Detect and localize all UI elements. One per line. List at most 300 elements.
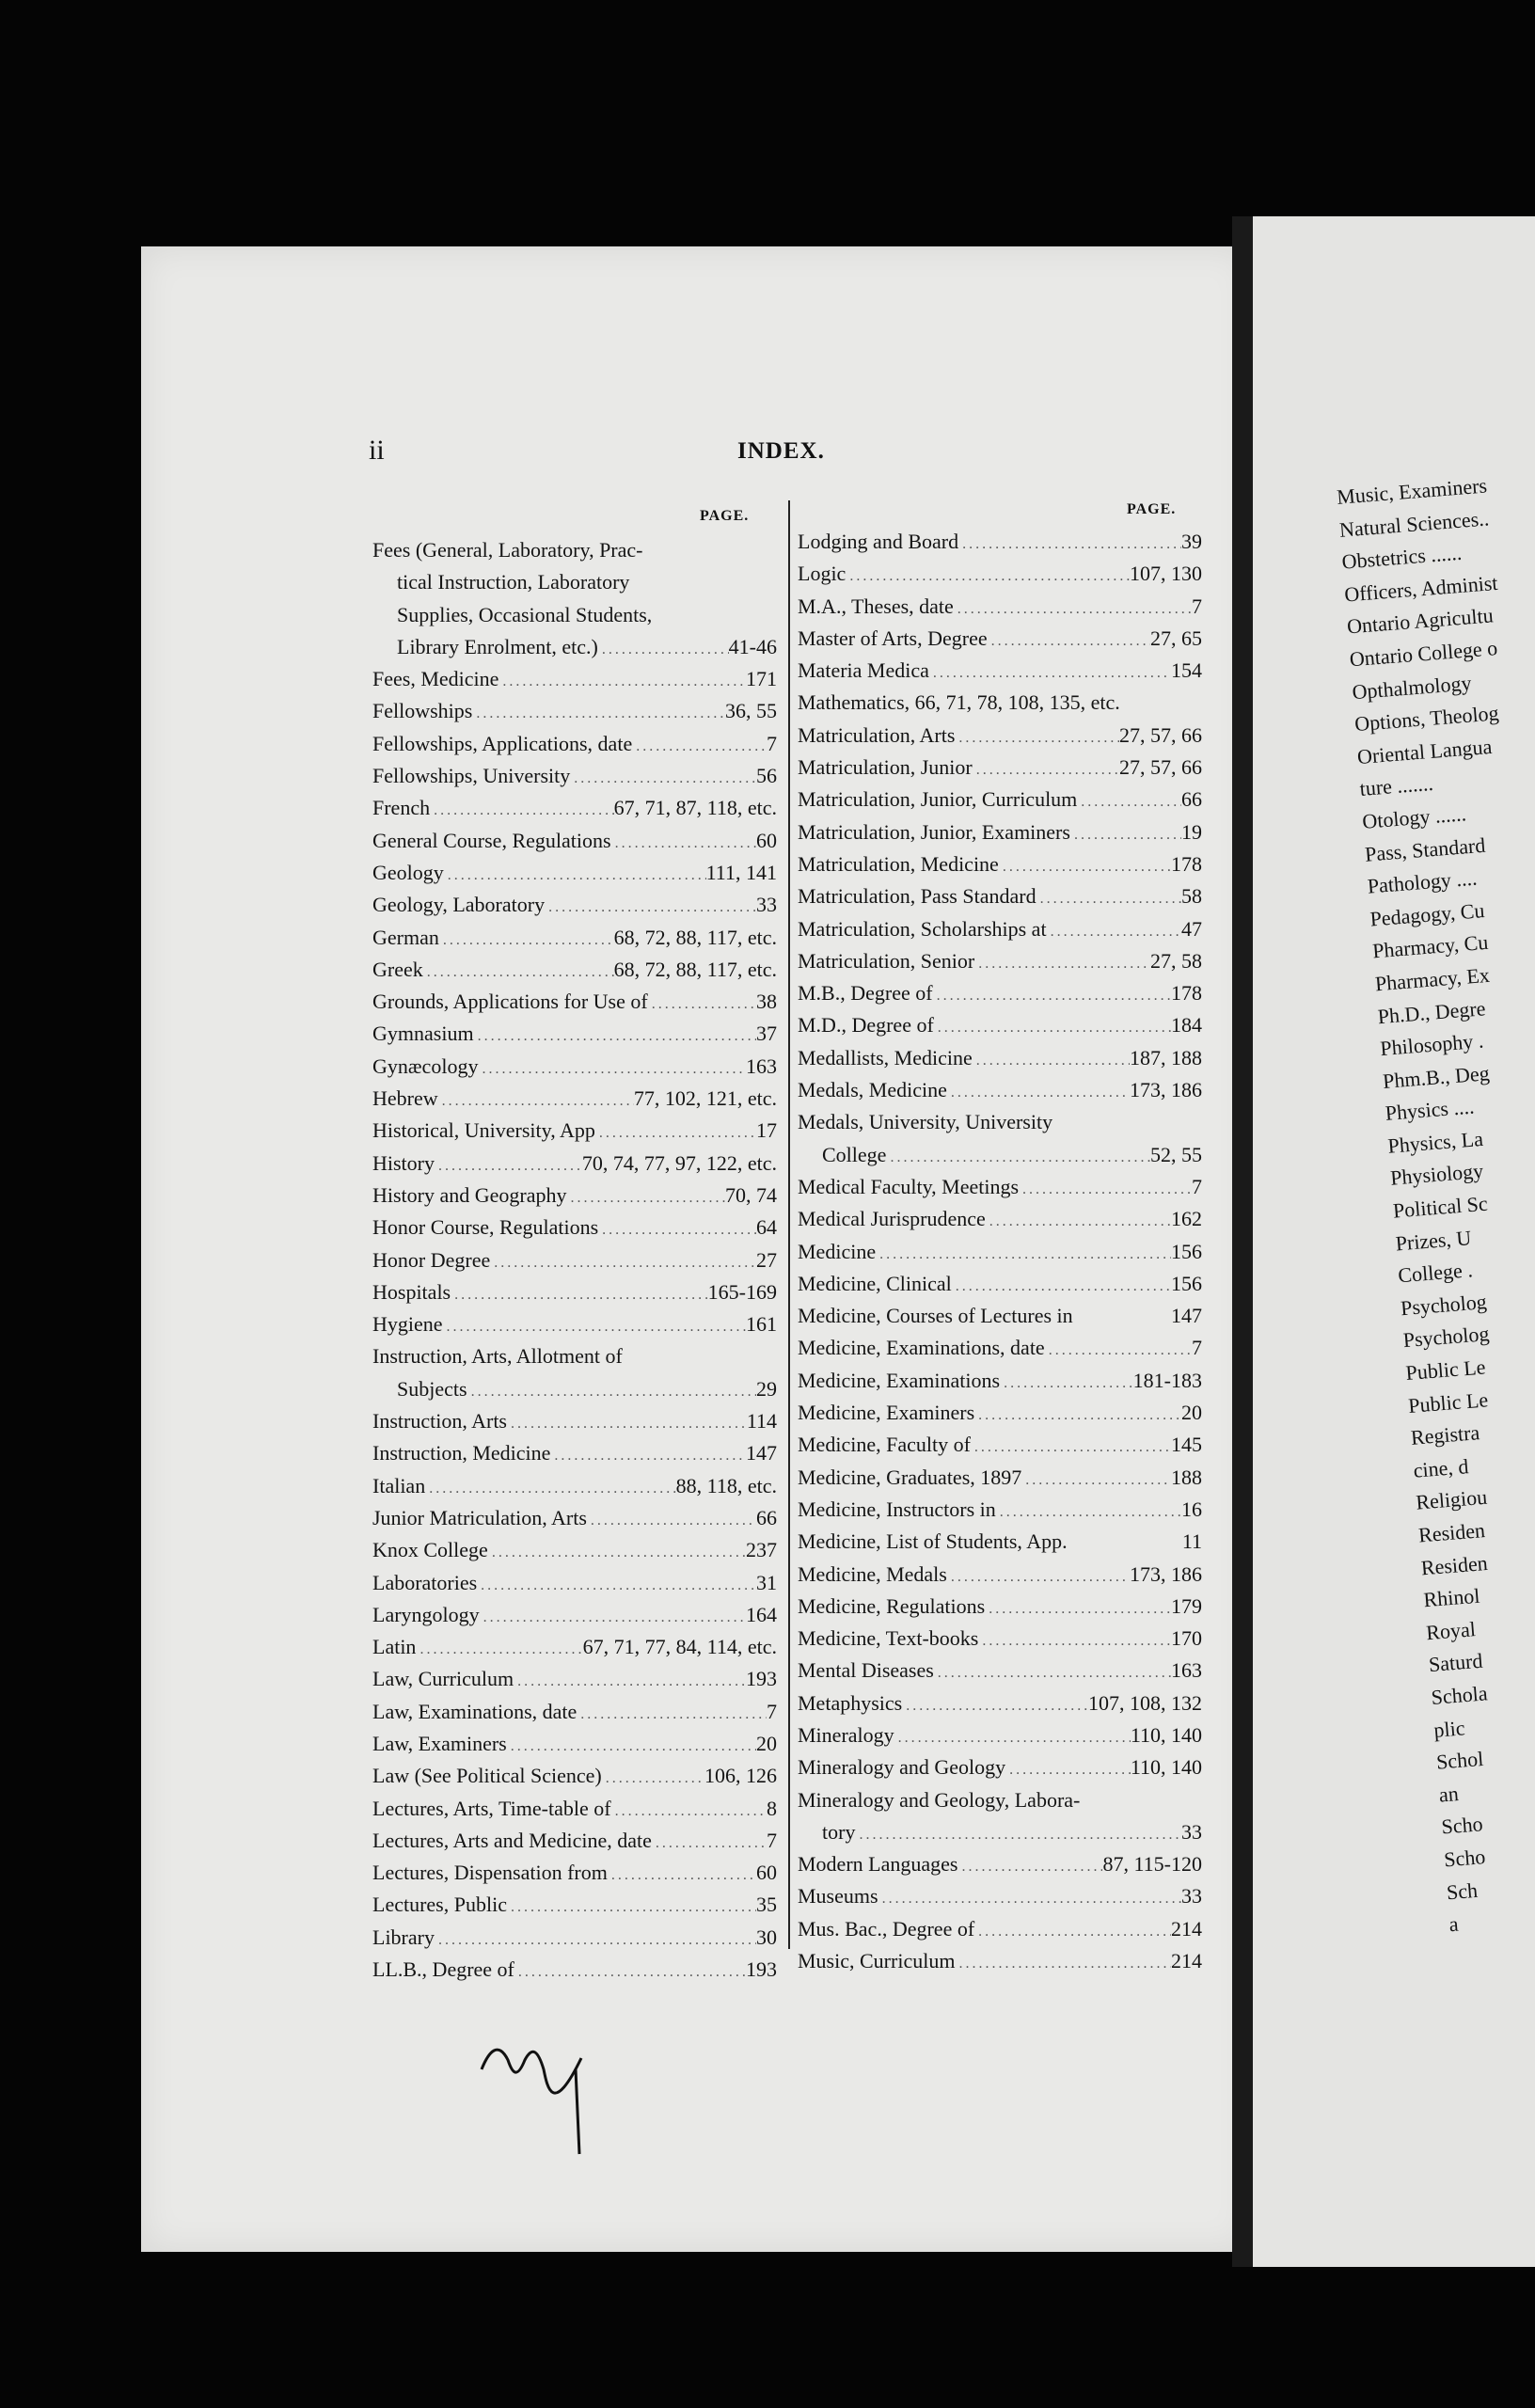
index-entry-pages: 19 (1181, 819, 1202, 844)
book-gutter (1232, 216, 1253, 2267)
index-entry-fragment: Natural Sciences.. (1338, 505, 1490, 542)
index-entry (798, 591, 1202, 623)
index-entry (372, 1180, 777, 1212)
dot-leader (1070, 819, 1181, 851)
dot-leader (902, 1690, 1088, 1722)
index-entry-pages: 106, 126 (704, 1764, 777, 1788)
index-entry-fragment: cine, d (1412, 1453, 1470, 1482)
index-entry (372, 631, 777, 663)
index-entry-pages: 66 (756, 1505, 777, 1529)
index-entry-term: Matriculation, Junior, Examiners (798, 819, 1070, 844)
index-entry (372, 1212, 777, 1244)
index-entry (798, 1397, 1202, 1429)
index-entry (798, 1332, 1202, 1364)
index-entry-term: Master of Arts, Degree (798, 626, 988, 650)
dot-leader (444, 860, 706, 892)
index-entry-term: Mental Diseases (798, 1658, 934, 1683)
index-entry-pages: 154 (1171, 658, 1202, 683)
index-entry-term: Mineralogy (798, 1722, 894, 1747)
index-entry-fragment: Schola (1430, 1681, 1489, 1709)
index-entry (372, 1922, 777, 1954)
dot-leader (507, 1408, 747, 1440)
index-entry (372, 1567, 777, 1599)
index-entry-pages: 58 (1181, 884, 1202, 909)
index-entry-fragment: Public Le (1407, 1386, 1489, 1418)
index-entry-pages: 35 (756, 1893, 777, 1917)
index-entry-term: Medicine, Examinations (798, 1368, 1001, 1392)
dot-leader (439, 925, 614, 957)
index-entry (798, 977, 1202, 1009)
dot-leader (1037, 883, 1181, 915)
index-entry (798, 1655, 1202, 1687)
index-entry (798, 1751, 1202, 1783)
index-entry (798, 752, 1202, 784)
index-entry (372, 1760, 777, 1792)
dot-leader (425, 1473, 675, 1505)
index-entry-pages: 145 (1171, 1433, 1202, 1457)
index-entry-term: Hospitals (372, 1279, 451, 1304)
index-entry (798, 1913, 1202, 1945)
index-entry-term: Matriculation, Junior (798, 755, 973, 780)
index-entry-fragment: Psycholog (1400, 1289, 1488, 1321)
index-entry (798, 1171, 1202, 1203)
index-entry-pages: 67, 71, 77, 84, 114, etc. (582, 1635, 777, 1659)
index-entry-term: Medicine, Examinations, date (798, 1336, 1045, 1360)
index-entry-pages: 70, 74 (725, 1182, 777, 1207)
index-entry-pages: 67, 71, 87, 118, etc. (613, 796, 777, 820)
index-entry-pages: 39 (1181, 530, 1202, 553)
index-entry (372, 1051, 777, 1083)
index-entry-pages: 110, 140 (1130, 1722, 1202, 1747)
index-entry-term: Medals, University, University (798, 1110, 1053, 1134)
index-entry-fragment: Scho (1440, 1812, 1484, 1839)
dot-leader (438, 1085, 634, 1117)
index-entry-fragment: Rhinol (1422, 1583, 1481, 1612)
index-entry (798, 880, 1202, 912)
dot-leader (514, 1666, 746, 1698)
index-entry-pages: 107, 108, 132 (1088, 1690, 1202, 1715)
dot-leader (416, 1634, 582, 1666)
index-entry-term: Medicine, Graduates, 1897 (798, 1465, 1022, 1489)
index-entry (372, 1954, 777, 1986)
index-entry (798, 848, 1202, 880)
dot-leader (587, 1505, 756, 1537)
index-entry-term: Honor Degree (372, 1247, 491, 1272)
dot-leader (952, 1271, 1171, 1303)
index-entry (372, 1534, 777, 1566)
dot-leader (488, 1537, 746, 1569)
index-entry-pages: 27, 57, 66 (1119, 722, 1202, 747)
index-entry-term: Library Enrolment, etc.) (397, 634, 598, 658)
index-entry-pages: 214 (1171, 1916, 1202, 1941)
dot-leader (974, 948, 1150, 980)
index-entry-term: Geology, Laboratory (372, 893, 546, 917)
dot-leader (435, 1150, 582, 1182)
index-entry-term: Law, Examiners (372, 1731, 507, 1755)
index-entry-pages: 110, 140 (1130, 1755, 1202, 1780)
dot-leader (985, 1593, 1171, 1625)
index-entry-pages: 41-46 (728, 634, 777, 658)
column-divider (788, 500, 790, 1949)
index-entry (798, 784, 1202, 816)
index-entry (798, 1816, 1202, 1848)
index-entry-pages: 30 (756, 1925, 777, 1949)
index-entry-term: Modern Languages (798, 1852, 958, 1877)
dot-leader (886, 1142, 1150, 1174)
index-entry (798, 1494, 1202, 1526)
dot-leader (999, 851, 1171, 883)
dot-leader (955, 1948, 1171, 1980)
index-entry (798, 1848, 1202, 1880)
dot-leader (595, 1117, 756, 1149)
index-entry-fragment: Religiou (1415, 1485, 1488, 1515)
index-entry-pages: 36, 55 (725, 699, 777, 723)
dot-leader (1077, 786, 1181, 818)
dot-leader (632, 731, 767, 763)
index-entry (372, 663, 777, 695)
index-entry (372, 599, 777, 631)
dot-leader (894, 1722, 1131, 1754)
index-entry-term: History (372, 1150, 435, 1175)
index-entry (798, 1591, 1202, 1623)
index-entry-fragment: plic (1432, 1715, 1466, 1742)
index-entry (372, 1083, 777, 1115)
dot-leader (611, 828, 756, 860)
index-entry (372, 1825, 777, 1857)
index-entry-pages: 188 (1171, 1465, 1202, 1489)
index-entry-term: Lectures, Arts and Medicine, date (372, 1828, 652, 1852)
index-entry (372, 1340, 777, 1372)
index-entry-pages: 7 (1192, 1174, 1202, 1198)
index-entry-pages: 33 (756, 893, 777, 917)
index-entry (372, 1405, 777, 1437)
index-entry-pages: 163 (1171, 1658, 1202, 1683)
index-entry-fragment: Physics, La (1386, 1126, 1484, 1158)
index-entry-term: Medallists, Medicine (798, 1045, 973, 1069)
dot-leader (648, 989, 756, 1021)
index-entry-term: Lectures, Dispensation from (372, 1861, 608, 1885)
dot-leader (955, 722, 1119, 754)
dot-leader (477, 1570, 756, 1602)
index-entry-fragment: Psycholog (1401, 1322, 1491, 1353)
dot-leader (973, 754, 1119, 786)
dot-leader (971, 1432, 1171, 1464)
index-entry-term: Honor Course, Regulations (372, 1215, 599, 1240)
index-entry-fragment: an (1437, 1781, 1460, 1807)
index-entry-fragment: Obstetrics ...... (1340, 540, 1464, 574)
index-entry-term: Knox College (372, 1538, 488, 1562)
dot-leader (602, 1763, 704, 1795)
index-entry-term: Medicine, Medals (798, 1561, 947, 1586)
index-entry (798, 1300, 1202, 1332)
index-entry-fragment: Philosophy . (1379, 1028, 1485, 1061)
index-entry-term: Law, Curriculum (372, 1667, 514, 1691)
index-entry-pages: 88, 118, etc. (675, 1473, 777, 1497)
index-entry-term: General Course, Regulations (372, 828, 611, 852)
index-entry-term: Hygiene (372, 1312, 443, 1337)
index-entry-pages: 68, 72, 88, 117, etc. (613, 957, 777, 981)
index-entry (798, 1139, 1202, 1171)
index-entry-term: French (372, 796, 431, 820)
index-entry (372, 1470, 777, 1502)
index-entry-fragment: ture ....... (1358, 771, 1434, 801)
index-entry-pages: 27 (756, 1247, 777, 1272)
index-entry-fragment: Pharmacy, Cu (1371, 930, 1490, 963)
dot-leader (958, 529, 1181, 561)
index-entry-fragment: Royal (1425, 1616, 1477, 1644)
index-entry-pages: 27, 58 (1150, 948, 1202, 973)
index-column-left (372, 534, 777, 1986)
dot-leader (876, 1239, 1171, 1271)
dot-leader (480, 1602, 746, 1634)
index-entry (798, 1559, 1202, 1591)
dot-leader (1019, 1174, 1192, 1206)
index-entry-fragment: Physiology (1389, 1159, 1484, 1191)
index-entry-fragment: Residen (1419, 1550, 1489, 1579)
dot-leader (570, 763, 756, 795)
dot-leader (598, 1214, 756, 1246)
index-entry-term: LL.B., Degree of (372, 1957, 514, 1982)
index-entry-pages: 70, 74, 77, 97, 122, etc. (581, 1150, 777, 1175)
index-entry-fragment: Pathology .... (1366, 865, 1479, 898)
dot-leader (423, 957, 614, 989)
page-title: INDEX. (737, 438, 825, 464)
index-entry (372, 1437, 777, 1469)
index-entry (798, 1106, 1202, 1138)
dot-leader (611, 1796, 767, 1828)
index-entry-fragment: Saturd (1428, 1649, 1484, 1677)
index-entry (798, 1074, 1202, 1106)
index-entry (798, 1719, 1202, 1751)
index-entry-term: Law, Examinations, date (372, 1699, 578, 1723)
index-entry-term: Mathematics, 66, 71, 78, 108, 135, etc. (798, 690, 1120, 715)
index-entry (798, 1880, 1202, 1912)
index-entry (798, 687, 1202, 719)
index-entry-pages: 7 (767, 1699, 777, 1723)
index-entry (798, 1784, 1202, 1816)
dot-leader (498, 666, 746, 698)
index-entry (798, 1236, 1202, 1268)
index-entry (372, 825, 777, 857)
index-entry (372, 1728, 777, 1760)
index-entry-term: Medicine, Instructors in (798, 1497, 996, 1521)
index-entry-term: Medicine, Courses of Lectures in (798, 1304, 1073, 1328)
index-entry (372, 1308, 777, 1340)
index-entry-term: Mineralogy and Geology (798, 1755, 1006, 1780)
index-entry (372, 1793, 777, 1825)
index-entry-pages: 7 (1192, 594, 1202, 618)
index-entry-term: Matriculation, Arts (798, 722, 956, 747)
index-entry-term: Metaphysics (798, 1690, 903, 1715)
dot-leader (986, 1206, 1171, 1238)
dot-leader (443, 1311, 746, 1343)
index-entry-pages: 178 (1171, 851, 1202, 876)
index-entry-term: Fellowships (372, 699, 473, 723)
index-entry (372, 1502, 777, 1534)
dot-leader (1005, 1754, 1131, 1786)
dot-leader (577, 1699, 767, 1731)
index-entry (372, 534, 777, 566)
index-entry-pages: 147 (746, 1441, 777, 1465)
index-entry-term: Hebrew (372, 1086, 438, 1111)
index-entry-term: Junior Matriculation, Arts (372, 1505, 587, 1529)
index-entry-pages: 147 (1171, 1304, 1202, 1328)
dot-leader (1045, 1335, 1192, 1367)
index-entry (798, 1365, 1202, 1397)
index-entry (798, 1687, 1202, 1719)
index-entry-pages: 37 (756, 1022, 777, 1046)
index-entry-pages: 162 (1171, 1207, 1202, 1231)
index-entry (798, 913, 1202, 945)
index-entry-fragment: Officers, Administ (1343, 570, 1499, 607)
index-entry (372, 1889, 777, 1921)
index-entry-term: Lectures, Public (372, 1893, 507, 1917)
index-entry (372, 1663, 777, 1695)
index-entry-pages: 47 (1181, 916, 1202, 941)
dot-leader (514, 1956, 746, 1988)
index-entry-term: Medicine, Regulations (798, 1593, 986, 1618)
index-entry (798, 1203, 1202, 1235)
index-entry-term: Matriculation, Scholarships at (798, 916, 1047, 941)
index-entry-term: German (372, 925, 439, 949)
dot-leader (490, 1247, 756, 1279)
index-entry-pages: 31 (756, 1570, 777, 1594)
index-entry-pages: 193 (746, 1667, 777, 1691)
index-entry (372, 1276, 777, 1308)
index-entry (372, 792, 777, 824)
index-entry (798, 1462, 1202, 1494)
dot-leader (957, 1851, 1102, 1883)
dot-leader (467, 1376, 756, 1408)
dot-leader (507, 1892, 756, 1924)
index-entry-term: Laboratories (372, 1570, 478, 1594)
dot-leader (933, 980, 1171, 1012)
index-entry-pages: 156 (1171, 1239, 1202, 1263)
index-entry-pages: 33 (1181, 1819, 1202, 1844)
dot-leader (598, 634, 729, 666)
index-entry-term: Grounds, Applications for Use of (372, 990, 648, 1014)
dot-leader (507, 1731, 756, 1763)
index-entry-pages: 170 (1171, 1626, 1202, 1651)
index-entry-term: Instruction, Arts (372, 1409, 507, 1434)
index-entry (798, 1009, 1202, 1041)
index-entry-term: Instruction, Arts, Allotment of (372, 1344, 623, 1369)
index-entry-term: Medicine, List of Students, App. (798, 1529, 1068, 1554)
index-entry-pages: 184 (1171, 1013, 1202, 1038)
index-entry-pages: 77, 102, 121, etc. (633, 1086, 777, 1111)
index-entry (798, 1526, 1202, 1558)
index-entry-pages: 179 (1171, 1593, 1202, 1618)
index-entry (798, 1268, 1202, 1300)
index-entry-fragment: Otology ...... (1361, 801, 1467, 833)
index-entry-term: M.A., Theses, date (798, 594, 954, 618)
index-entry-pages: 20 (1181, 1401, 1202, 1425)
index-entry-fragment: Registra (1410, 1420, 1481, 1450)
index-entry-pages: 237 (746, 1538, 777, 1562)
index-entry-pages: 33 (1181, 1884, 1202, 1909)
dot-leader (974, 1916, 1171, 1948)
index-entry-term: Medicine (798, 1239, 877, 1263)
dot-leader (472, 698, 725, 730)
index-entry-pages: 52, 55 (1150, 1142, 1202, 1166)
index-entry-term: tory (822, 1819, 856, 1844)
index-entry-pages: 16 (1181, 1497, 1202, 1521)
dot-leader (451, 1279, 708, 1311)
index-entry-pages: 60 (756, 1861, 777, 1885)
dot-leader (878, 1883, 1181, 1915)
dot-leader (608, 1860, 756, 1892)
index-entry-term: Geology (372, 860, 444, 884)
index-entry-pages: 107, 130 (1130, 562, 1202, 586)
dot-leader (974, 1400, 1181, 1432)
dot-leader (855, 1819, 1181, 1851)
index-entry-pages: 8 (767, 1796, 777, 1820)
index-entry (798, 945, 1202, 977)
index-entry-pages: 29 (756, 1376, 777, 1401)
index-entry-term: College (822, 1142, 887, 1166)
index-entry-fragment: Sch (1446, 1877, 1479, 1904)
index-entry-fragment: Pass, Standard (1364, 832, 1487, 866)
middle-col-page-label: PAGE. (1127, 501, 1177, 517)
index-entry-pages: 178 (1171, 981, 1202, 1006)
index-entry-term: Logic (798, 562, 847, 586)
index-entry-pages: 56 (756, 764, 777, 788)
index-entry-fragment: Ontario Agricultu (1346, 603, 1495, 639)
index-entry (372, 760, 777, 792)
index-entry-fragment: Public Le (1404, 1354, 1487, 1386)
index-entry-term: Law (See Political Science) (372, 1764, 602, 1788)
index-entry (372, 1115, 777, 1147)
index-entry-pages: 20 (756, 1731, 777, 1755)
index-entry-pages: 187, 188 (1130, 1045, 1202, 1069)
index-entry-pages: 7 (767, 1828, 777, 1852)
index-entry-term: Lodging and Board (798, 530, 959, 553)
index-entry-pages: 214 (1171, 1949, 1202, 1973)
index-entry-term: Fellowships, Applications, date (372, 731, 633, 755)
index-entry-pages: 68, 72, 88, 117, etc. (613, 925, 777, 949)
index-entry (372, 889, 777, 921)
index-entry-term: Library (372, 1925, 435, 1949)
index-entry-pages: 163 (746, 1054, 777, 1078)
index-entry-pages: 66 (1181, 787, 1202, 812)
index-entry-fragment: Ontario College o (1348, 636, 1499, 672)
dot-leader (846, 561, 1130, 593)
index-entry-term: Medals, Medicine (798, 1078, 947, 1102)
dot-leader (435, 1925, 756, 1956)
dot-leader (934, 1657, 1171, 1689)
index-entry (372, 695, 777, 727)
dot-leader (947, 1561, 1130, 1593)
index-entry-term: M.D., Degree of (798, 1013, 934, 1038)
dot-leader (652, 1828, 767, 1860)
dot-leader (947, 1077, 1130, 1109)
dot-leader (478, 1054, 746, 1085)
index-entry-term: Italian (372, 1473, 426, 1497)
index-entry (372, 1696, 777, 1728)
index-entry-pages: 156 (1171, 1271, 1202, 1295)
index-entry-fragment: Schol (1435, 1747, 1485, 1774)
index-entry-fragment: College . (1397, 1258, 1474, 1288)
page-number: ii (369, 435, 385, 466)
index-entry (798, 526, 1202, 558)
index-entry-term: Latin (372, 1635, 417, 1659)
dot-leader (934, 1012, 1171, 1044)
index-entry (372, 1599, 777, 1631)
index-entry-pages: 64 (756, 1215, 777, 1240)
index-entry-pages: 173, 186 (1130, 1078, 1202, 1102)
index-entry (372, 1148, 777, 1180)
index-entry-pages: 171 (746, 667, 777, 691)
